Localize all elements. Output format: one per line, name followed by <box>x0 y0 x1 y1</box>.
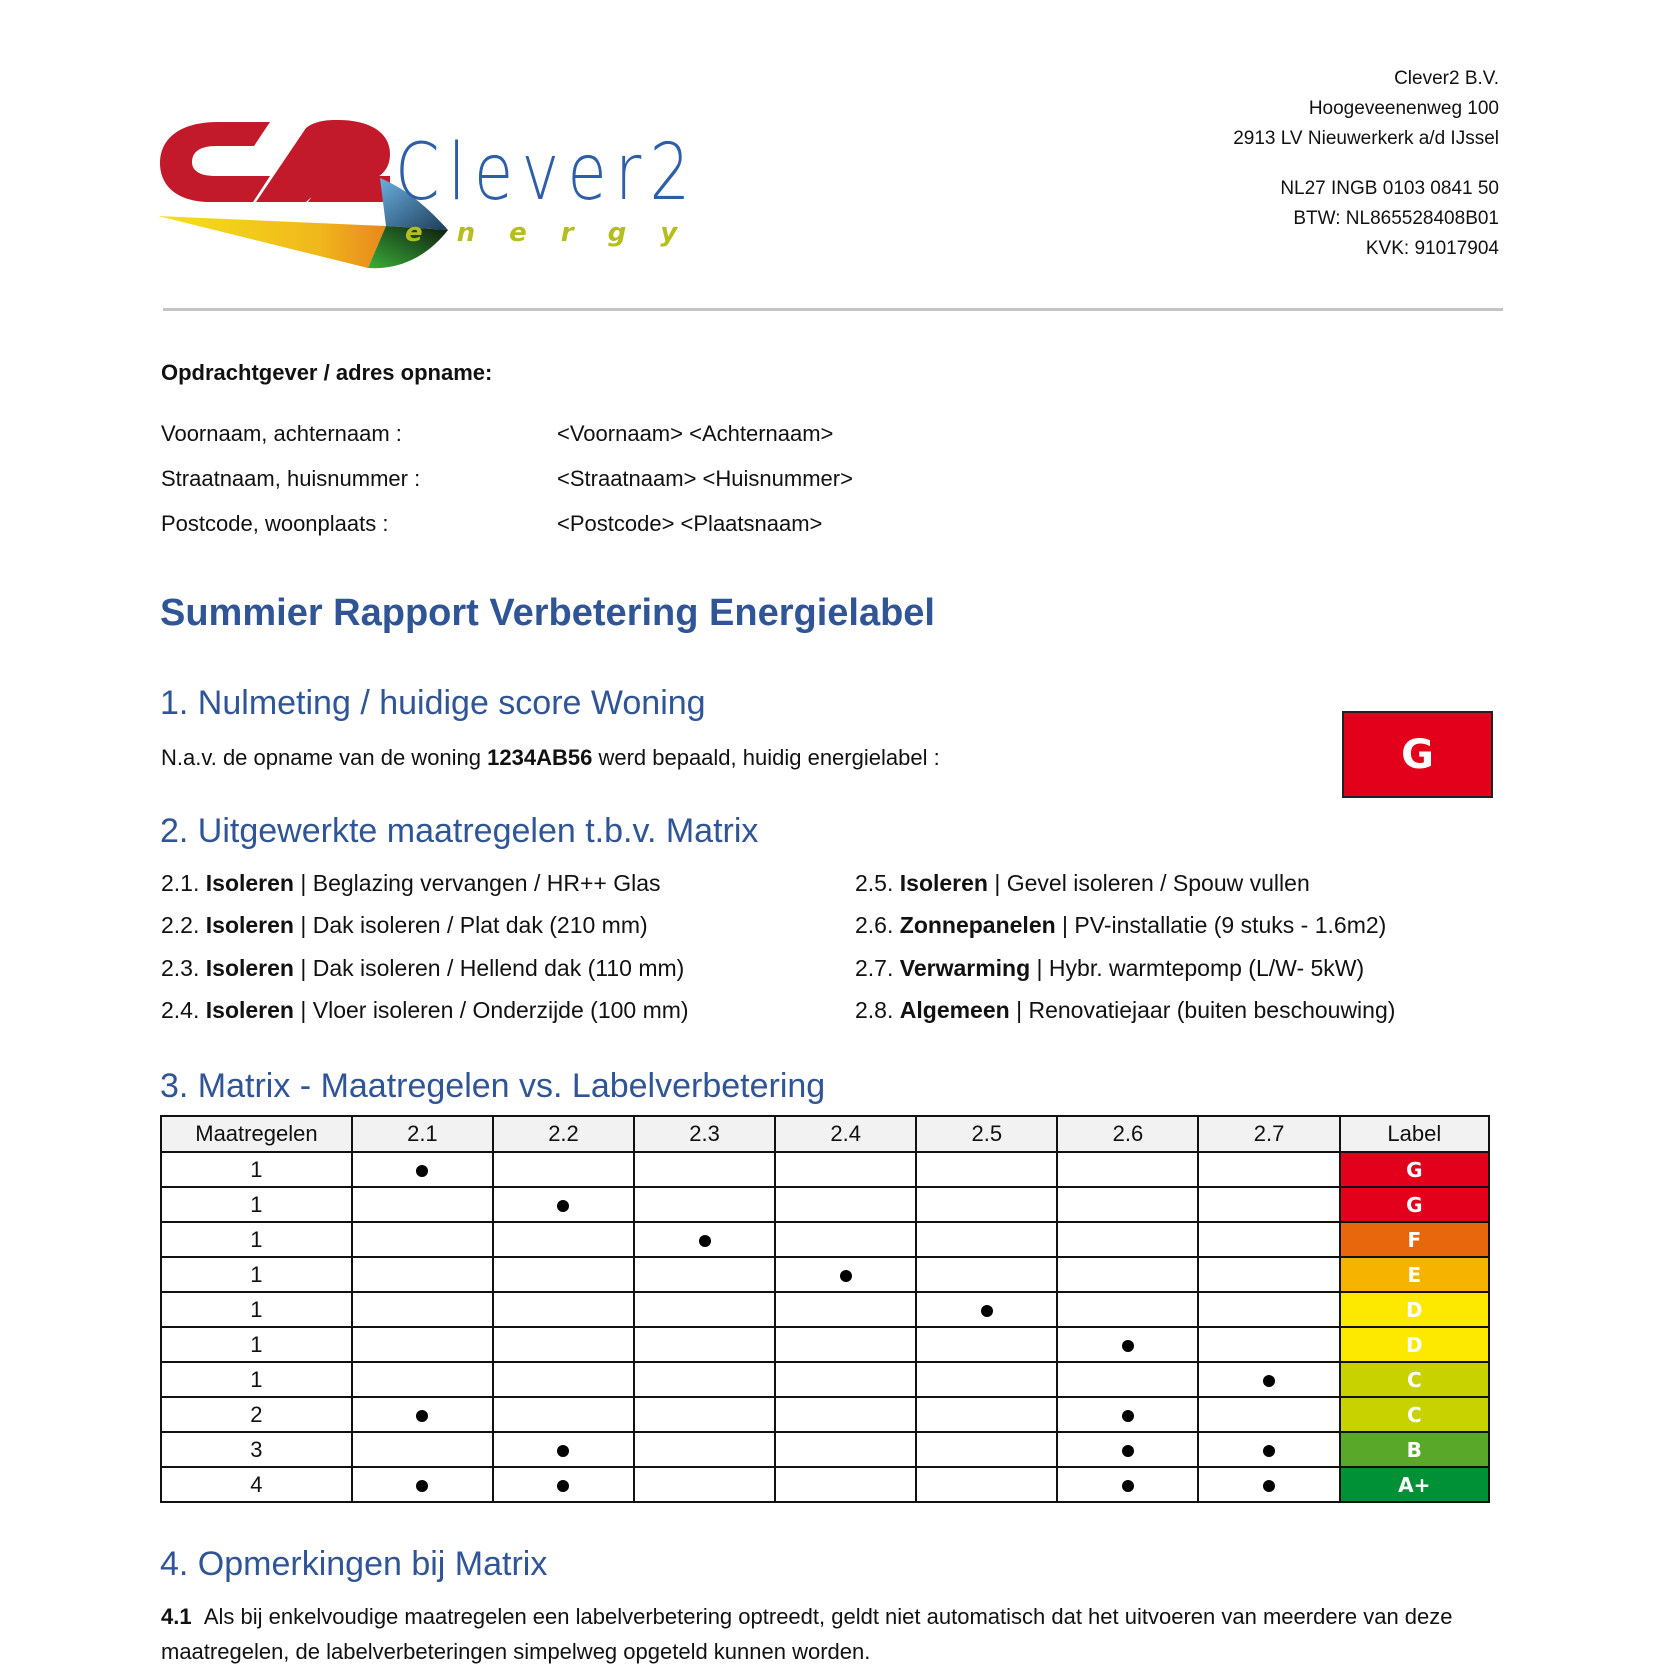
matrix-cell <box>1057 1292 1198 1327</box>
matrix-cell <box>1198 1222 1339 1257</box>
matrix-cell <box>352 1362 493 1397</box>
measure-item <box>161 997 689 1024</box>
matrix-count-cell: 3 <box>161 1432 352 1467</box>
client-row-name <box>161 421 834 447</box>
bullet-mark-icon <box>1263 1480 1275 1492</box>
matrix-cell <box>493 1152 634 1187</box>
matrix-count-cell: 1 <box>161 1187 352 1222</box>
matrix-header-cell: 2.4 <box>775 1116 916 1152</box>
matrix-cell <box>634 1222 775 1257</box>
matrix-count-cell: 4 <box>161 1467 352 1502</box>
energy-label-cell: F <box>1340 1222 1489 1257</box>
matrix-header-row <box>161 1116 1489 1152</box>
matrix-cell <box>916 1397 1057 1432</box>
bullet-mark-icon <box>1122 1445 1134 1457</box>
company-iban: NL27 INGB 0103 0841 50 <box>1280 178 1499 199</box>
matrix-header-cell: 2.1 <box>352 1116 493 1152</box>
matrix-cell <box>1198 1152 1339 1187</box>
matrix-cell <box>1198 1397 1339 1432</box>
matrix-cell <box>775 1397 916 1432</box>
energy-label-cell: C <box>1340 1362 1489 1397</box>
measure-number: 2.7. <box>855 955 894 981</box>
measure-category: Algemeen <box>899 997 1010 1023</box>
matrix-row <box>161 1362 1489 1397</box>
matrix-cell <box>493 1397 634 1432</box>
matrix-cell <box>775 1257 916 1292</box>
measure-number: 2.5. <box>855 870 894 896</box>
measure-number: 2.4. <box>161 997 200 1023</box>
matrix-cell <box>1057 1362 1198 1397</box>
measure-category: Verwarming <box>899 955 1031 981</box>
matrix-header-cell: 2.6 <box>1057 1116 1198 1152</box>
measure-number: 2.1. <box>161 870 200 896</box>
matrix-cell <box>352 1222 493 1257</box>
bullet-mark-icon <box>1122 1480 1134 1492</box>
matrix-cell <box>916 1292 1057 1327</box>
company-name: Clever2 B.V. <box>1394 68 1499 89</box>
measure-item <box>161 912 648 939</box>
measures-matrix-table <box>160 1115 1490 1503</box>
bullet-mark-icon <box>557 1200 569 1212</box>
matrix-cell <box>352 1327 493 1362</box>
matrix-count-cell: 1 <box>161 1257 352 1292</box>
matrix-cell <box>634 1362 775 1397</box>
matrix-cell <box>1198 1257 1339 1292</box>
client-row-postcode <box>161 511 823 537</box>
measure-description: | Renovatiejaar (buiten beschouwing) <box>1009 997 1396 1023</box>
matrix-count-cell: 1 <box>161 1292 352 1327</box>
logo-tagline: energy <box>405 218 712 248</box>
energy-label-cell: D <box>1340 1292 1489 1327</box>
measure-description: | PV-installatie (9 stuks - 1.6m2) <box>1055 912 1387 938</box>
company-city: 2913 LV Nieuwerkerk a/d IJssel <box>1233 128 1499 149</box>
energy-label-cell: B <box>1340 1432 1489 1467</box>
matrix-cell <box>775 1327 916 1362</box>
matrix-header-cell: 2.7 <box>1198 1116 1339 1152</box>
matrix-cell <box>775 1432 916 1467</box>
measure-item <box>855 870 1310 897</box>
matrix-cell <box>916 1187 1057 1222</box>
matrix-cell <box>493 1187 634 1222</box>
measure-description: | Dak isoleren / Plat dak (210 mm) <box>293 912 648 938</box>
company-info <box>1233 64 1499 264</box>
client-title: Opdrachtgever / adres opname: <box>161 360 493 385</box>
measure-number: 2.6. <box>855 912 894 938</box>
matrix-cell <box>493 1257 634 1292</box>
measure-item <box>855 912 1386 939</box>
matrix-cell <box>775 1467 916 1502</box>
report-title: Summier Rapport Verbetering Energielabel <box>160 592 935 634</box>
matrix-row <box>161 1257 1489 1292</box>
matrix-header-cell: 2.3 <box>634 1116 775 1152</box>
matrix-row <box>161 1222 1489 1257</box>
bullet-mark-icon <box>699 1235 711 1247</box>
section1-title: 1. Nulmeting / huidige score Woning <box>160 684 706 722</box>
measure-description: | Hybr. warmtepomp (L/W- 5kW) <box>1030 955 1365 981</box>
energy-label-cell: A+ <box>1340 1467 1489 1502</box>
matrix-count-cell: 1 <box>161 1327 352 1362</box>
matrix-row <box>161 1327 1489 1362</box>
client-value: <Straatnaam> <Huisnummer> <box>557 466 853 491</box>
matrix-cell <box>916 1432 1057 1467</box>
matrix-cell <box>916 1467 1057 1502</box>
logo-wordmark: Clever2 <box>395 128 699 218</box>
matrix-row <box>161 1432 1489 1467</box>
matrix-cell <box>775 1292 916 1327</box>
matrix-cell <box>1057 1152 1198 1187</box>
matrix-cell <box>493 1467 634 1502</box>
section1-text-after: werd bepaald, huidig energielabel : <box>592 745 940 770</box>
matrix-cell <box>634 1327 775 1362</box>
section1-text-before: N.a.v. de opname van de woning <box>161 745 488 770</box>
company-street: Hoogeveenenweg 100 <box>1308 98 1499 119</box>
section1-text <box>161 745 940 771</box>
matrix-cell <box>916 1327 1057 1362</box>
matrix-cell <box>1057 1397 1198 1432</box>
energy-label-cell: E <box>1340 1257 1489 1292</box>
client-value: <Postcode> <Plaatsnaam> <box>557 511 823 536</box>
matrix-cell <box>493 1292 634 1327</box>
matrix-cell <box>775 1187 916 1222</box>
measure-category: Zonnepanelen <box>899 912 1056 938</box>
matrix-count-cell: 1 <box>161 1152 352 1187</box>
matrix-cell <box>1057 1257 1198 1292</box>
section4-title: 4. Opmerkingen bij Matrix <box>160 1545 548 1583</box>
matrix-cell <box>634 1397 775 1432</box>
matrix-count-cell: 1 <box>161 1362 352 1397</box>
matrix-cell <box>1198 1467 1339 1502</box>
measure-category: Isoleren <box>205 870 294 896</box>
note-number: 4.1 <box>161 1604 192 1629</box>
measure-category: Isoleren <box>899 870 988 896</box>
matrix-cell <box>352 1397 493 1432</box>
matrix-count-cell: 2 <box>161 1397 352 1432</box>
measure-item <box>161 955 684 982</box>
matrix-cell <box>352 1467 493 1502</box>
matrix-cell <box>1057 1222 1198 1257</box>
measure-item <box>161 870 661 897</box>
matrix-cell <box>916 1222 1057 1257</box>
bullet-mark-icon <box>557 1445 569 1457</box>
bullet-mark-icon <box>1122 1340 1134 1352</box>
company-btw: BTW: NL865528408B01 <box>1293 208 1499 229</box>
matrix-cell <box>352 1152 493 1187</box>
matrix-cell <box>634 1467 775 1502</box>
matrix-cell <box>775 1362 916 1397</box>
matrix-cell <box>634 1152 775 1187</box>
matrix-cell <box>1198 1187 1339 1222</box>
note-text: Als bij enkelvoudige maatregelen een labelverbetering optreedt, geldt niet automatisch dat het uitvoeren van meerdere van deze maatregelen, de labelverbeteringen simpelweg opgeteld kunnen worden. <box>161 1604 1453 1664</box>
matrix-cell <box>352 1187 493 1222</box>
matrix-cell <box>1057 1467 1198 1502</box>
house-id: 1234AB56 <box>487 745 593 770</box>
matrix-cell <box>493 1327 634 1362</box>
bullet-mark-icon <box>557 1480 569 1492</box>
matrix-cell <box>352 1257 493 1292</box>
measure-description: | Vloer isoleren / Onderzijde (100 mm) <box>293 997 689 1023</box>
client-label: Straatnaam, huisnummer : <box>161 466 421 491</box>
matrix-cell <box>916 1152 1057 1187</box>
matrix-row <box>161 1187 1489 1222</box>
measure-number: 2.3. <box>161 955 200 981</box>
matrix-header-cell: Maatregelen <box>161 1116 352 1152</box>
matrix-cell <box>1198 1432 1339 1467</box>
matrix-cell <box>1198 1292 1339 1327</box>
matrix-cell <box>493 1362 634 1397</box>
measure-item <box>855 997 1395 1024</box>
matrix-cell <box>1057 1187 1198 1222</box>
energy-label-cell: C <box>1340 1397 1489 1432</box>
note-4-1 <box>161 1599 1501 1669</box>
energy-label-cell: G <box>1340 1187 1489 1222</box>
bullet-mark-icon <box>416 1165 428 1177</box>
matrix-row <box>161 1152 1489 1187</box>
matrix-row <box>161 1292 1489 1327</box>
client-row-street <box>161 466 853 492</box>
matrix-cell <box>1198 1362 1339 1397</box>
matrix-cell <box>634 1292 775 1327</box>
matrix-cell <box>916 1362 1057 1397</box>
bullet-mark-icon <box>416 1480 428 1492</box>
matrix-cell <box>352 1292 493 1327</box>
client-value: <Voornaam> <Achternaam> <box>557 421 834 446</box>
energy-label-cell: D <box>1340 1327 1489 1362</box>
measure-description: | Dak isoleren / Hellend dak (110 mm) <box>293 955 685 981</box>
matrix-count-cell: 1 <box>161 1222 352 1257</box>
matrix-cell <box>493 1222 634 1257</box>
matrix-row <box>161 1467 1489 1502</box>
matrix-cell <box>352 1432 493 1467</box>
bullet-mark-icon <box>981 1305 993 1317</box>
matrix-header-cell: 2.5 <box>916 1116 1057 1152</box>
measure-number: 2.2. <box>161 912 200 938</box>
header-divider <box>163 308 1503 311</box>
bullet-mark-icon <box>1263 1445 1275 1457</box>
company-kvk: KVK: 91017904 <box>1365 238 1499 259</box>
energy-label-cell: G <box>1340 1152 1489 1187</box>
matrix-cell <box>634 1432 775 1467</box>
bullet-mark-icon <box>1263 1375 1275 1387</box>
bullet-mark-icon <box>416 1410 428 1422</box>
matrix-cell <box>634 1187 775 1222</box>
measure-description: | Gevel isoleren / Spouw vullen <box>987 870 1310 896</box>
current-energy-label: G <box>1342 711 1493 798</box>
matrix-header-cell: Label <box>1340 1116 1489 1152</box>
client-label: Voornaam, achternaam : <box>161 421 402 446</box>
matrix-cell <box>1198 1327 1339 1362</box>
matrix-header-cell: 2.2 <box>493 1116 634 1152</box>
measure-description: | Beglazing vervangen / HR++ Glas <box>293 870 661 896</box>
matrix-cell <box>634 1257 775 1292</box>
bullet-mark-icon <box>840 1270 852 1282</box>
matrix-row <box>161 1397 1489 1432</box>
measure-category: Isoleren <box>205 997 294 1023</box>
measure-category: Isoleren <box>205 912 294 938</box>
matrix-cell <box>1057 1327 1198 1362</box>
measure-number: 2.8. <box>855 997 894 1023</box>
measure-item <box>855 955 1364 982</box>
client-label: Postcode, woonplaats : <box>161 511 389 536</box>
matrix-cell <box>916 1257 1057 1292</box>
section2-title: 2. Uitgewerkte maatregelen t.b.v. Matrix <box>160 812 759 850</box>
bullet-mark-icon <box>1122 1410 1134 1422</box>
matrix-cell <box>1057 1432 1198 1467</box>
matrix-cell <box>775 1152 916 1187</box>
matrix-cell <box>493 1432 634 1467</box>
measure-category: Isoleren <box>205 955 294 981</box>
matrix-cell <box>775 1222 916 1257</box>
section3-title: 3. Matrix - Maatregelen vs. Labelverbetering <box>160 1067 826 1105</box>
